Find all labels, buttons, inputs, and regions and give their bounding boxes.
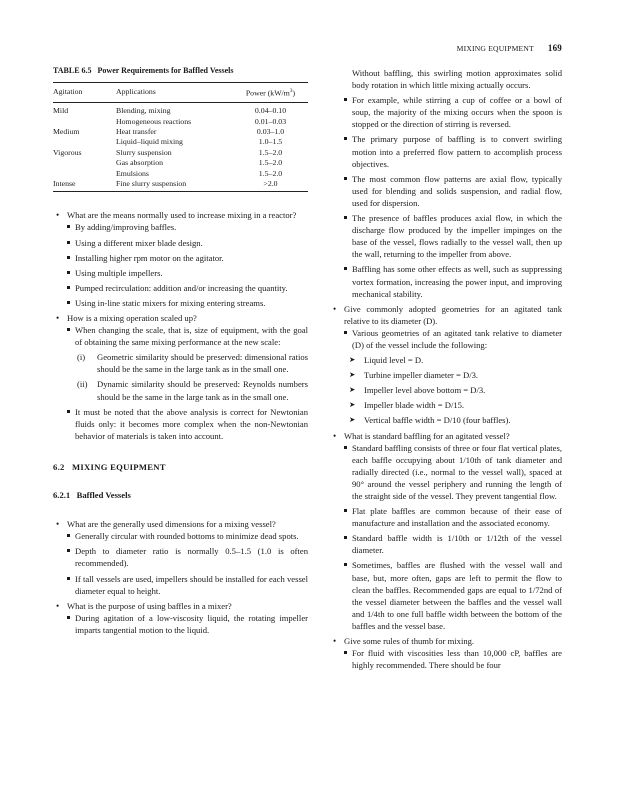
list-item: During agitation of a low-viscosity liquid, the rotating impeller imparts tangential motion to the liquid.: [53, 612, 308, 636]
list-item: Using multiple impellers.: [53, 267, 308, 279]
item-text: Geometric similarity should be preserved: dimensional ratios should be the same in the large tank as in the small one.: [97, 352, 308, 375]
numbered-item: [53, 378, 308, 402]
question-purpose: • What is the purpose of using baffles in a mixer?: [53, 600, 308, 612]
left-column: [53, 65, 308, 636]
cell-application: Fine slurry suspension: [116, 178, 187, 188]
list-item: For fluid with viscosities less than 10,000 cP, baffles are highly recommended. There should be four: [330, 647, 562, 671]
table-row: [53, 158, 308, 168]
arrow-item-text: Turbine impeller diameter = D/3.: [364, 370, 479, 381]
list-item: By adding/improving baffles.: [53, 221, 308, 233]
cell-application: Heat transfer: [116, 126, 157, 136]
list-item: The presence of baffles produces axial flow, in which the discharge flow produced by the impeller impinges on the base of the vessel, flows radially to the vessel wall, then up the wall, returning to the impeller from above.: [330, 212, 562, 260]
cell-agitation: [53, 158, 116, 168]
arrow-icon: ➤: [349, 370, 356, 380]
table-row: [53, 127, 308, 137]
cell-agitation: Vigorous: [53, 147, 82, 157]
list-item: Installing higher rpm motor on the agitator.: [53, 252, 308, 264]
continued-paragraph: Without baffling, this swirling motion approximates solid body rotation in which little mixing actually occurs.: [352, 68, 562, 91]
list-item: Depth to diameter ratio is normally 0.5–1.5 (1.0 is often recommended).: [53, 545, 308, 569]
list-item: When changing the scale, that is, size of equipment, with the goal of obtaining the same mixing performance at the new scale:: [53, 324, 308, 348]
running-head: [300, 43, 562, 53]
arrow-icon: ➤: [349, 400, 356, 410]
table-header-row: [53, 83, 308, 103]
arrow-item-text: Impeller level above bottom = D/3.: [364, 385, 486, 396]
list-item: Using in-line static mixers for mixing entering streams.: [53, 297, 308, 309]
arrow-item: [330, 384, 562, 396]
question-scale: • How is a mixing operation scaled up?: [53, 312, 308, 324]
arrow-icon: ➤: [349, 415, 356, 425]
list-item: Using a different mixer blade design.: [53, 237, 308, 249]
cell-application: Slurry suspension: [116, 147, 172, 157]
cell-agitation: [53, 137, 116, 147]
arrow-item: [330, 369, 562, 381]
section-heading: 6.2 MIXING EQUIPMENT: [53, 461, 166, 472]
header-applications: Applications: [116, 87, 156, 97]
cell-application: Homogeneous reactions: [116, 116, 192, 126]
list-item: It must be noted that the above analysis is correct for Newtonian fluids only: it becomes more complex when the non-Newtonian behavior of materials is taken into account.: [53, 406, 308, 442]
header-agitation: Agitation: [53, 87, 83, 97]
question-dims: • What are the generally used dimensions for a mixing vessel?: [53, 518, 308, 530]
numbered-item: [53, 351, 308, 375]
table-row: [53, 103, 308, 117]
cell-agitation: Medium: [53, 126, 80, 136]
list-item: Standard baffling consists of three or four flat vertical plates, each baffle occupying about 1/10th of tank diameter and radially directed (i.e., normal to the vessel wall), spaced at 90° around the vessel periphery and running the length of the straight side of the vessel. They prevent tangential flow.: [330, 442, 562, 502]
list-item: Baffling has some other effects as well, such as suppressing vortex formation, increasing the power input, and improving mechanical stability.: [330, 263, 562, 299]
arrow-item-text: Vertical baffle width = D/10 (four baffles).: [364, 415, 511, 426]
cell-agitation: [53, 169, 116, 179]
list-item: Sometimes, baffles are flushed with the vessel wall and base, but, more often, gaps are left to permit the flow to clean the baffles. Recommended gaps are equal to 1/72nd of the vessel diameter between the baffles and the vessel wall and 1/4th to one full baffle width between the bottom of the baffles and the vessel base.: [330, 559, 562, 632]
cell-agitation: [53, 117, 116, 127]
cell-power: 0.04–0.10: [254, 106, 287, 116]
table-row: [53, 117, 308, 127]
subsection-heading: 6.2.1 Baffled Vessels: [53, 490, 131, 501]
arrow-item-text: Impeller blade width = D/15.: [364, 400, 465, 411]
table-label: TABLE 6.5: [53, 66, 92, 75]
list-item: For example, while stirring a cup of coffee or a bowl of soup, the majority of the mixing occurs when the spoon is stopped or the direction of stirring is reversed.: [330, 94, 562, 130]
question-thumb: • Give some rules of thumb for mixing.: [330, 635, 562, 647]
arrow-icon: ➤: [349, 385, 356, 395]
arrow-item-text: Liquid level = D.: [364, 355, 424, 366]
cell-agitation: Mild: [53, 106, 69, 116]
page-number: 169: [547, 43, 562, 53]
cell-power: 0.03–1.0: [256, 126, 285, 136]
table-row: [53, 179, 308, 192]
cell-application: Emulsions: [116, 168, 149, 178]
list-item: Various geometries of an agitated tank relative to diameter (D) of the vessel include the following:: [330, 327, 562, 351]
cell-application: Blending, mixing: [116, 106, 171, 116]
table-caption: Power Requirements for Baffled Vessels: [97, 66, 234, 75]
question-standard: • What is standard baffling for an agitated vessel?: [330, 430, 562, 442]
list-item: If tall vessels are used, impellers should be installed for each vessel diameter equal to height.: [53, 573, 308, 597]
power-requirements-table: [53, 82, 308, 192]
cell-power: 1.0–1.5: [258, 137, 283, 147]
arrow-item: [330, 354, 562, 366]
cell-application: Liquid–liquid mixing: [116, 137, 183, 147]
item-number: (i): [77, 352, 86, 363]
arrow-item: [330, 414, 562, 426]
header-power: [233, 83, 308, 103]
table-row: [53, 137, 308, 147]
cell-power: >2.0: [263, 178, 278, 188]
list-item: Generally circular with rounded bottoms to minimize dead spots.: [53, 530, 308, 542]
cell-agitation: Intense: [53, 178, 76, 188]
header-power-text: Power (kW/m: [245, 88, 290, 98]
running-head-section: MIXING EQUIPMENT: [456, 44, 534, 53]
item-text: Dynamic similarity should be preserved: Reynolds numbers should be the same in the large tank as in the small one.: [97, 379, 308, 402]
cell-power: 1.5–2.0: [258, 168, 283, 178]
list-item: The most common flow patterns are axial flow, typically used for blending and solids suspension, and radial flow, used for dispersion.: [330, 173, 562, 209]
cell-power: 1.5–2.0: [258, 158, 283, 168]
table-title: [53, 65, 308, 77]
item-number: (ii): [77, 379, 88, 390]
header-power-close: ): [292, 88, 296, 98]
table-row: [53, 148, 308, 158]
arrow-item: [330, 399, 562, 411]
arrow-icon: ➤: [349, 355, 356, 365]
right-column: [330, 67, 562, 671]
list-item: Flat plate baffles are common because of their ease of manufacture and installation and the associated economy.: [330, 505, 562, 529]
list-item: The primary purpose of baffling is to convert swirling motion into a preferred flow pattern to accomplish process objectives.: [330, 133, 562, 169]
cell-power: 0.01–0.03: [254, 116, 287, 126]
list-item: Pumped recirculation: addition and/or increasing the quantity.: [53, 282, 308, 294]
header-power-sup: 3: [289, 88, 293, 95]
question-means: • What are the means normally used to increase mixing in a reactor?: [53, 209, 308, 221]
question-geometry: • Give commonly adopted geometries for an agitated tank relative to its diameter (D).: [330, 303, 562, 327]
table-row: [53, 169, 308, 179]
cell-power: 1.5–2.0: [258, 147, 283, 157]
list-item: Standard baffle width is 1/10th or 1/12th of the vessel diameter.: [330, 532, 562, 556]
cell-application: Gas absorption: [116, 158, 163, 168]
